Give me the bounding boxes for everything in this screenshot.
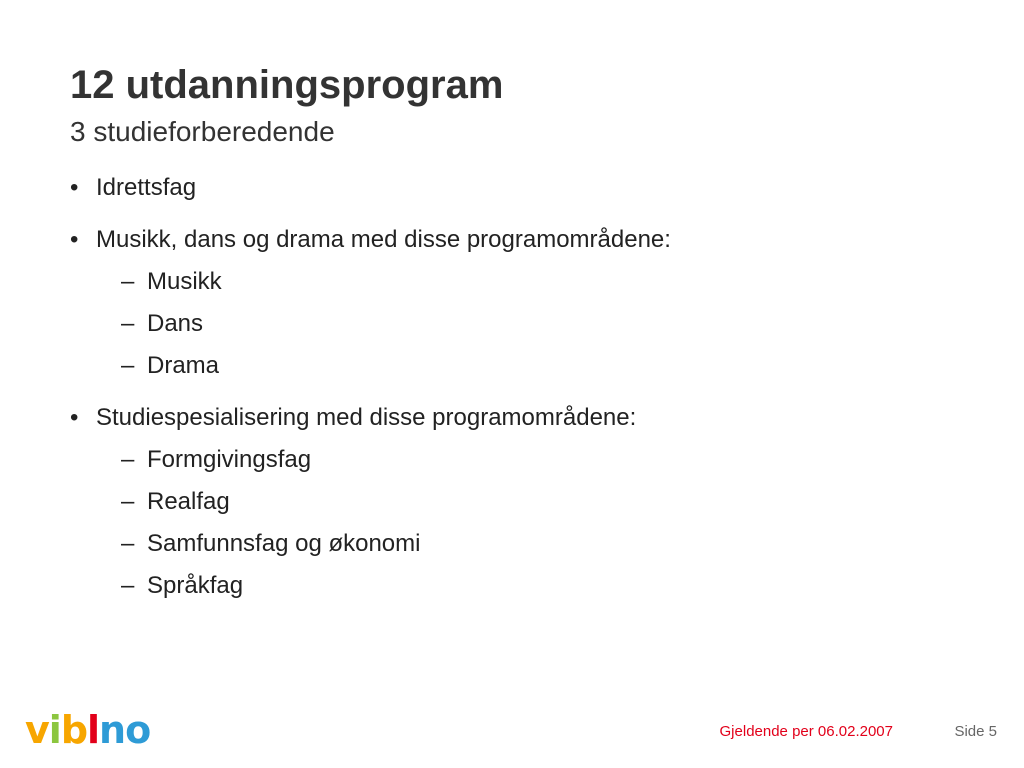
- sub-item-samfunnsfag: [96, 528, 970, 560]
- bullet-marker: •: [70, 404, 79, 431]
- bullet-text: Idrettsfag: [96, 174, 197, 201]
- sub-marker: –: [121, 268, 135, 295]
- sub-item-musikk: [96, 266, 970, 298]
- logo-letter: b: [60, 708, 88, 752]
- bullet-item-musikk-dans-drama: [70, 224, 970, 382]
- logo-letter: n: [99, 708, 126, 752]
- sub-list: [96, 444, 970, 602]
- sub-item-formgivingsfag: [96, 444, 970, 476]
- sub-item-dans: [96, 308, 970, 340]
- logo-letter: o: [125, 708, 151, 752]
- slide-title: 12 utdanningsprogram: [70, 63, 504, 107]
- sub-item-text: Samfunnsfag og økonomi: [147, 530, 421, 557]
- sub-marker: –: [121, 530, 135, 557]
- sub-item-text: Dans: [147, 310, 204, 337]
- sub-item-text: Språkfag: [147, 572, 244, 599]
- viblino-logo: [25, 706, 150, 754]
- sub-item-realfag: [96, 486, 970, 518]
- bullet-marker: •: [70, 226, 79, 253]
- sub-item-text: Formgivingsfag: [147, 446, 312, 473]
- sub-item-sprakfag: [96, 570, 970, 602]
- sub-marker: –: [121, 572, 135, 599]
- bullet-item-idrettsfag: [70, 172, 970, 204]
- sub-item-text: Realfag: [147, 488, 230, 515]
- sub-list: [96, 266, 970, 382]
- bullet-text: Musikk, dans og drama med disse programområdene:: [96, 226, 671, 253]
- bullet-list: [70, 172, 970, 622]
- sub-item-text: Musikk: [147, 268, 222, 295]
- bullet-marker: •: [70, 174, 79, 201]
- bullet-item-studiespesialisering: [70, 402, 970, 602]
- sub-item-drama: [96, 350, 970, 382]
- bullet-text: Studiespesialisering med disse programområdene:: [96, 404, 637, 431]
- logo-letter: i: [48, 708, 61, 752]
- sub-marker: –: [121, 446, 135, 473]
- page-number: Side 5: [954, 723, 997, 740]
- logo-letter: v: [25, 708, 49, 752]
- slide-subtitle: 3 studieforberedende: [70, 116, 335, 147]
- sub-marker: –: [121, 310, 135, 337]
- sub-marker: –: [121, 352, 135, 379]
- logo-letter: l: [87, 708, 100, 752]
- footer-date: Gjeldende per 06.02.2007: [719, 723, 893, 740]
- sub-item-text: Drama: [147, 352, 220, 379]
- sub-marker: –: [121, 488, 135, 515]
